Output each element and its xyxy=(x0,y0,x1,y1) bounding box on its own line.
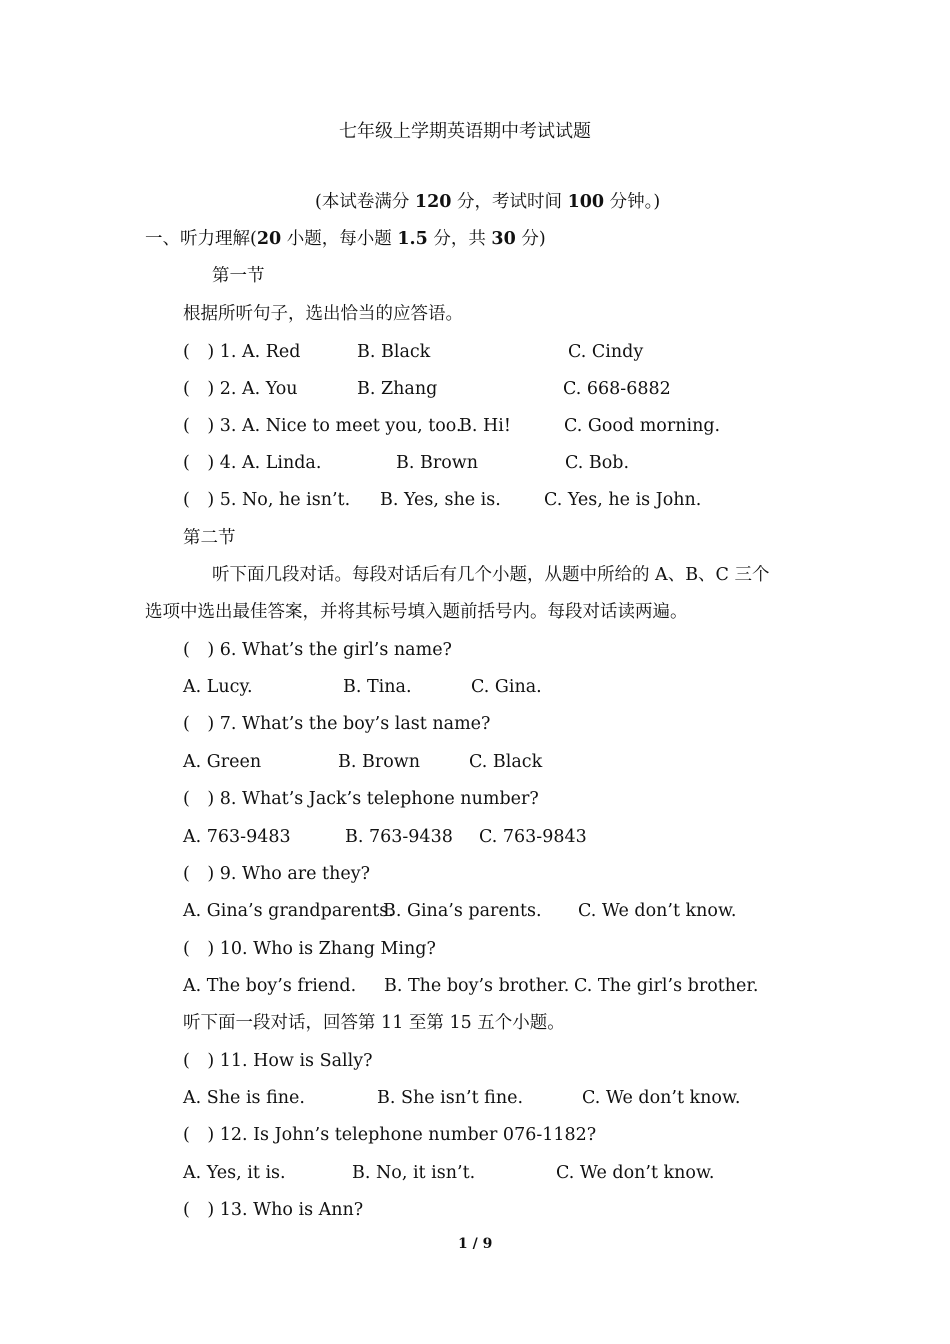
section2-instruction-line1: 听下面几段对话。每段对话后有几个小题，从题中所给的 A、B、C 三个 xyxy=(212,565,770,585)
section1-label: 第一节 xyxy=(212,266,265,286)
question-10-option-b: B. The boy’s brother. xyxy=(384,976,570,996)
question-1-option-c: C. Cindy xyxy=(568,342,644,362)
question-4-option-c: C. Bob. xyxy=(565,453,630,473)
question-9-option-a: A. Gina’s grandparents. xyxy=(183,901,394,921)
question-6-option-a: A. Lucy. xyxy=(183,677,253,697)
question-3-option-b: B. Hi! xyxy=(459,416,511,436)
question-2: ( ) 2. A. You xyxy=(183,379,298,399)
dialogue-instruction: 听下面一段对话，回答第 11 至第 15 五个小题。 xyxy=(183,1013,565,1033)
question-5: ( ) 5. No, he isn’t. xyxy=(183,490,351,510)
question-10: ( ) 10. Who is Zhang Ming? xyxy=(183,939,436,959)
section1-instruction: 根据所听句子，选出恰当的应答语。 xyxy=(183,304,463,324)
question-6-option-c: C. Gina. xyxy=(471,677,542,697)
question-5-option-c: C. Yes, he is John. xyxy=(544,490,702,510)
question-10-option-a: A. The boy’s friend. xyxy=(183,976,357,996)
question-6: ( ) 6. What’s the girl’s name? xyxy=(183,640,452,660)
question-12: ( ) 12. Is John’s telephone number 076-1182? xyxy=(183,1125,597,1145)
question-12-option-b: B. No, it isn’t. xyxy=(352,1163,476,1183)
question-4: ( ) 4. A. Linda. xyxy=(183,453,322,473)
question-9-option-b: B. Gina’s parents. xyxy=(383,901,542,921)
question-11-option-c: C. We don’t know. xyxy=(582,1088,741,1108)
question-7-option-a: A. Green xyxy=(183,752,262,772)
question-7-option-c: C. Black xyxy=(469,752,543,772)
question-6-option-b: B. Tina. xyxy=(343,677,412,697)
question-8-option-c: C. 763-9843 xyxy=(479,827,587,847)
question-8: ( ) 8. What’s Jack’s telephone number? xyxy=(183,789,539,809)
question-4-option-b: B. Brown xyxy=(396,453,478,473)
question-1: ( ) 1. A. Red xyxy=(183,342,301,362)
question-11-option-b: B. She isn’t fine. xyxy=(377,1088,524,1108)
question-1-option-b: B. Black xyxy=(357,342,431,362)
question-11: ( ) 11. How is Sally? xyxy=(183,1051,373,1071)
question-9: ( ) 9. Who are they? xyxy=(183,864,370,884)
section2-instruction-line2: 选项中选出最佳答案，并将其标号填入题前括号内。每段对话读两遍。 xyxy=(145,602,688,622)
question-3: ( ) 3. A. Nice to meet you, too. xyxy=(183,416,462,436)
question-7-option-b: B. Brown xyxy=(338,752,420,772)
question-3-option-c: C. Good morning. xyxy=(564,416,721,436)
question-9-option-c: C. We don’t know. xyxy=(578,901,737,921)
question-2-option-b: B. Zhang xyxy=(357,379,438,399)
document-title: 七年级上学期英语期中考试试题 xyxy=(339,121,591,142)
part1-heading: 一、听力理解(20 小题，每小题 1.5 分，共 30 分) xyxy=(145,229,546,249)
question-8-option-a: A. 763-9483 xyxy=(183,827,291,847)
question-5-option-b: B. Yes, she is. xyxy=(380,490,501,510)
question-2-option-c: C. 668-6882 xyxy=(563,379,671,399)
question-7: ( ) 7. What’s the boy’s last name? xyxy=(183,714,491,734)
question-10-option-c: C. The girl’s brother. xyxy=(574,976,759,996)
question-12-option-a: A. Yes, it is. xyxy=(183,1163,286,1183)
exam-subtitle: (本试卷满分 120 分，考试时间 100 分钟。) xyxy=(315,192,661,212)
question-12-option-c: C. We don’t know. xyxy=(556,1163,715,1183)
question-11-option-a: A. She is fine. xyxy=(183,1088,305,1108)
section2-label: 第二节 xyxy=(183,528,236,548)
page-number: 1 / 9 xyxy=(458,1236,493,1252)
question-8-option-b: B. 763-9438 xyxy=(345,827,453,847)
question-13: ( ) 13. Who is Ann? xyxy=(183,1200,364,1220)
